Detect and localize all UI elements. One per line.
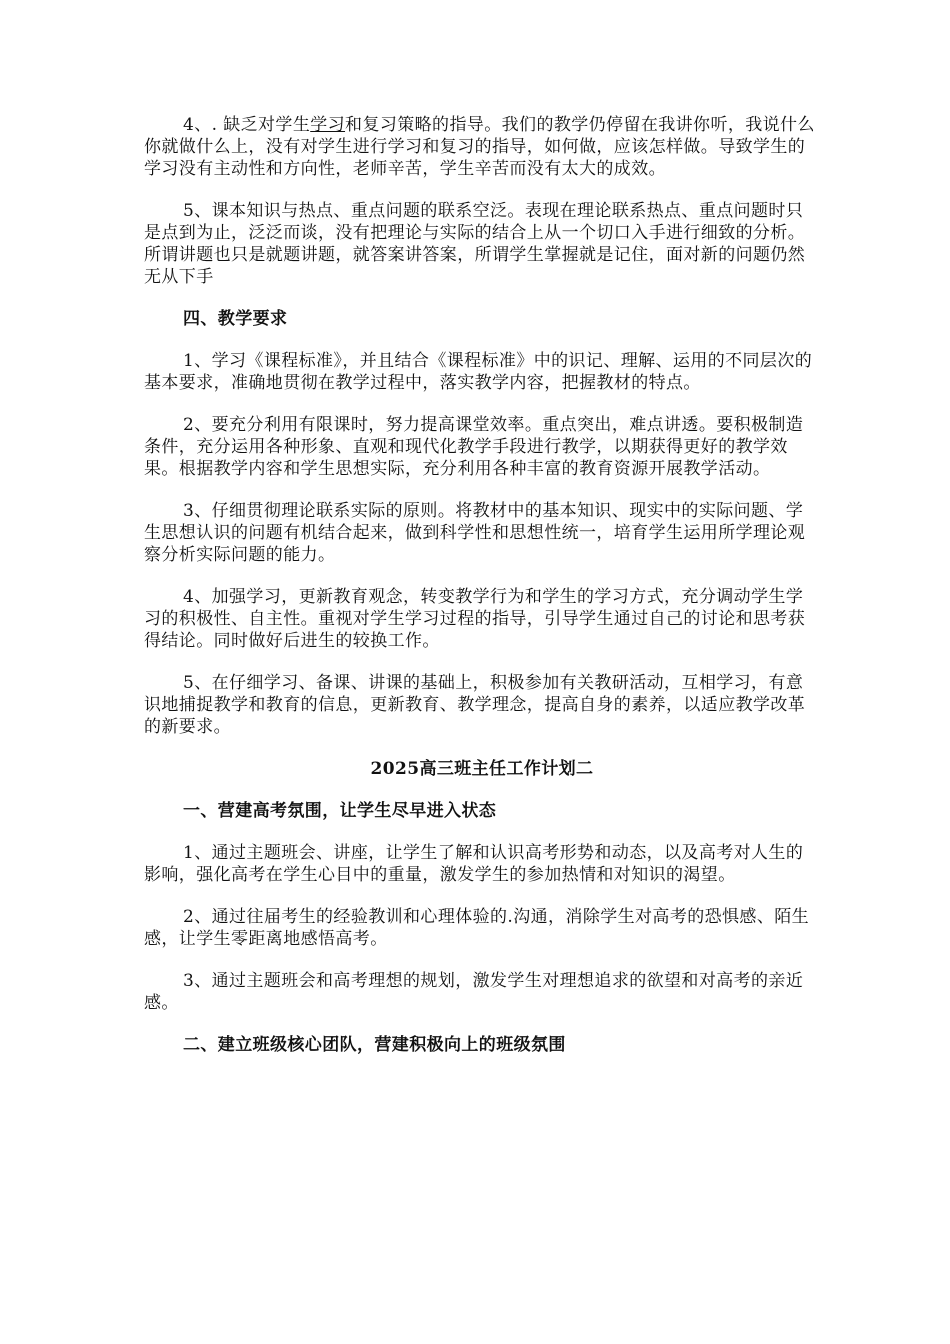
requirement-item-1: 1、学习《课程标准》，并且结合《课程标准》中的识记、理解、运用的不同层次的基本要求，准确地贯彻在教学过程中，落实教学内容，把握教材的特点。	[144, 351, 813, 393]
plan-item-3: 3、通过主题班会和高考理想的规划，激发学生对理想追求的欲望和对高考的亲近感。	[144, 971, 804, 1013]
paragraph-item-5: 5、课本知识与热点、重点问题的联系空泛。表现在理论联系热点、重点问题时只是点到为止，泛泛而谈，没有把理论与实际的结合上从一个切口入手进行细致的分析。所谓讲题也只是就题讲题，就答案讲答案，所谓学生掌握就是记住，面对新的问题仍然无从下手	[144, 201, 806, 287]
paragraph-item-4	[144, 114, 820, 180]
plan-item-1: 1、通过主题班会、讲座，让学生了解和认识高考形势和动态，以及高考对人生的影响，强化高考在学生心目中的重量，激发学生的参加热情和对知识的渴望。	[144, 843, 804, 885]
requirement-item-2: 2、要充分利用有限课时，努力提高课堂效率。重点突出，难点讲透。要积极制造条件，充分运用各种形象、直观和现代化教学手段进行教学，以期获得更好的教学效果。根据教学内容和学生思想实际，充分利用各种丰富的教育资源开展教学活动。	[144, 415, 804, 479]
section-heading-atmosphere: 一、营建高考氛围，让学生尽早进入状态	[183, 801, 497, 821]
requirement-item-4: 4、加强学习，更新教育观念，转变教学行为和学生的学习方式，充分调动学生学习的积极性、自主性。重视对学生学习过程的指导，引导学生通过自己的讨论和思考获得结论。同时做好后进生的较换工作。	[144, 587, 806, 651]
paragraph-4-rest: 和复习策略的指导。我们的教学仍停留在我讲你听，我说什么你就做什么上，没有对学生进行学习和复习的指导，如何做，应该怎样做。导致学生的学习没有主动性和方向性，老师辛苦，学生辛苦而没有太大的成效。	[144, 115, 815, 179]
study-link[interactable]: 学习	[310, 115, 346, 135]
plan-title: 2025高三班主任工作计划二	[370, 759, 594, 779]
section-heading-core-team: 二、建立班级核心团队，营建积极向上的班级氛围	[183, 1035, 566, 1055]
document-page	[144, 114, 820, 1056]
requirement-item-5: 5、在仔细学习、备课、讲课的基础上，积极参加有关教研活动，互相学习，有意识地捕捉教学和教育的信息，更新教育、教学理念，提高自身的素养，以适应教学改革的新要求。	[144, 673, 806, 737]
paragraph-4-prefix: 4、. 缺乏对学生	[183, 115, 311, 135]
section-heading-teaching-requirements: 四、教学要求	[183, 309, 288, 329]
requirement-item-3: 3、仔细贯彻理论联系实际的原则。将教材中的基本知识、现实中的实际问题、学生思想认识的问题有机结合起来，做到科学性和思想性统一，培育学生运用所学理论观察分析实际问题的能力。	[144, 501, 806, 565]
plan-item-2: 2、通过往届考生的经验教训和心理体验的.沟通，消除学生对高考的恐惧感、陌生感，让学生零距离地感悟高考。	[144, 907, 810, 949]
